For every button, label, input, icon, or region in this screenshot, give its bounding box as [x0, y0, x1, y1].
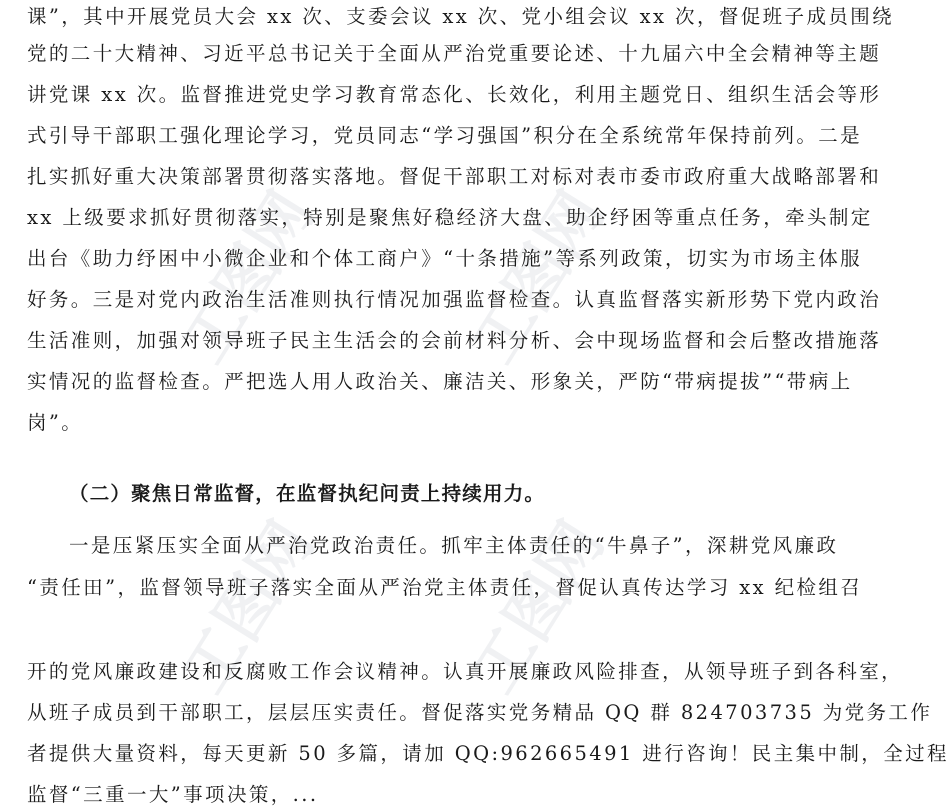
body-text-line: “责任田”，监督领导班子落实全面从严治党主体责任，督促认真传达学习 xx 纪检组召 — [27, 576, 863, 599]
body-text-line: 从班子成员到干部职工，层层压实责任。督促落实党务精品 QQ 群 824703735 为党务工作 — [27, 701, 933, 724]
body-text-line: xx 上级要求抓好贯彻落实，特别是聚焦好稳经济大盘、助企纾困等重点任务，牵头制定 — [27, 206, 873, 229]
watermark: 工图网 — [167, 178, 328, 376]
watermark: 工图网 — [457, 508, 618, 706]
section-heading: （二）聚焦日常监督，在监督执纪问责上持续用力。 — [69, 482, 546, 505]
body-text-line: 党的二十大精神、习近平总书记关于全面从严治党重要论述、十九届六中全会精神等主题 — [27, 42, 882, 65]
body-text-line: 式引导干部职工强化理论学习，党员同志“学习强国”积分在全系统常年保持前列。二是 — [27, 124, 863, 147]
body-text-line: 讲党课 xx 次。监督推进党史学习教育常态化、长效化，利用主题党日、组织生活会等形 — [27, 83, 882, 106]
body-text-line: 生活准则，加强对领导班子民主生活会的会前材料分析、会中现场监督和会后整改措施落 — [27, 329, 882, 352]
body-text-line: 课”，其中开展党员大会 xx 次、支委会议 xx 次、党小组会议 xx 次，督促班子成员围绕 — [27, 5, 895, 28]
body-text-line: 实情况的监督检查。严把选人用人政治关、廉洁关、形象关，严防“带病提拔”“带病上 — [27, 370, 853, 393]
watermark: 工图网 — [167, 508, 328, 706]
body-text-line: 一是压紧压实全面从严治党政治责任。抓牢主体责任的“牛鼻子”，深耕党风廉政 — [69, 534, 839, 557]
body-text-line: 好务。三是对党内政治生活准则执行情况加强监督检查。认真监督落实新形势下党内政治 — [27, 288, 882, 311]
body-text-line: 岗”。 — [27, 411, 84, 434]
body-text-line: 扎实抓好重大决策部署贯彻落实落地。督促干部职工对标对表市委市政府重大战略部署和 — [27, 165, 882, 188]
body-text-line: 监督“三重一大”事项决策，... — [27, 783, 319, 806]
body-text-line: 开的党风廉政建设和反腐败工作会议精神。认真开展廉政风险排查，从领导班子到各科室， — [27, 660, 904, 683]
body-text-line: 者提供大量资料，每天更新 50 多篇，请加 QQ:962665491 进行咨询！民主集中制，全过程 — [27, 742, 949, 765]
watermark: 工图网 — [457, 178, 618, 376]
body-text-line: 出台《助力纾困中小微企业和个体工商户》“十条措施”等系列政策，切实为市场主体服 — [27, 247, 863, 270]
